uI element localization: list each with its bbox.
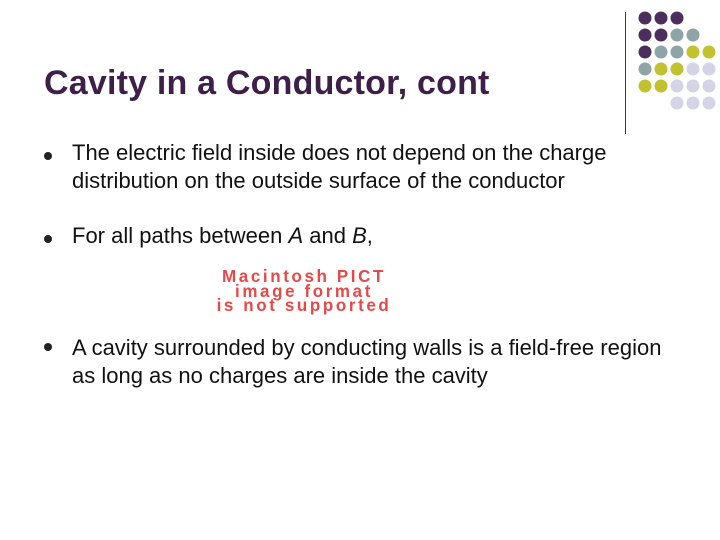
point-a-label: A (288, 223, 304, 248)
bullet-2 (72, 222, 662, 250)
bullet-1: The electric field inside does not depend on the charge distribution on the outside surface of the conductor (72, 140, 607, 193)
unsupported-image-placeholder (147, 266, 461, 316)
pict-line-3: is not supported (216, 295, 392, 316)
bullet-2-text-end: , (366, 223, 373, 248)
bullet-marker (44, 235, 52, 243)
bullet-marker (44, 343, 52, 351)
bullet-3: A cavity surrounded by conducting walls is a field-free region as long as no charges are inside the cavity (72, 335, 662, 388)
bullet-2-text-start: For all paths between (72, 223, 289, 248)
point-b-label: B (352, 223, 367, 248)
pict-line-1: Macintosh PICT (222, 266, 386, 287)
slide-title: Cavity in a Conductor, cont (44, 64, 490, 102)
bullet-2-text-middle: and (303, 223, 353, 248)
pict-line-2: image format (235, 280, 373, 301)
bullet-marker (44, 152, 52, 160)
